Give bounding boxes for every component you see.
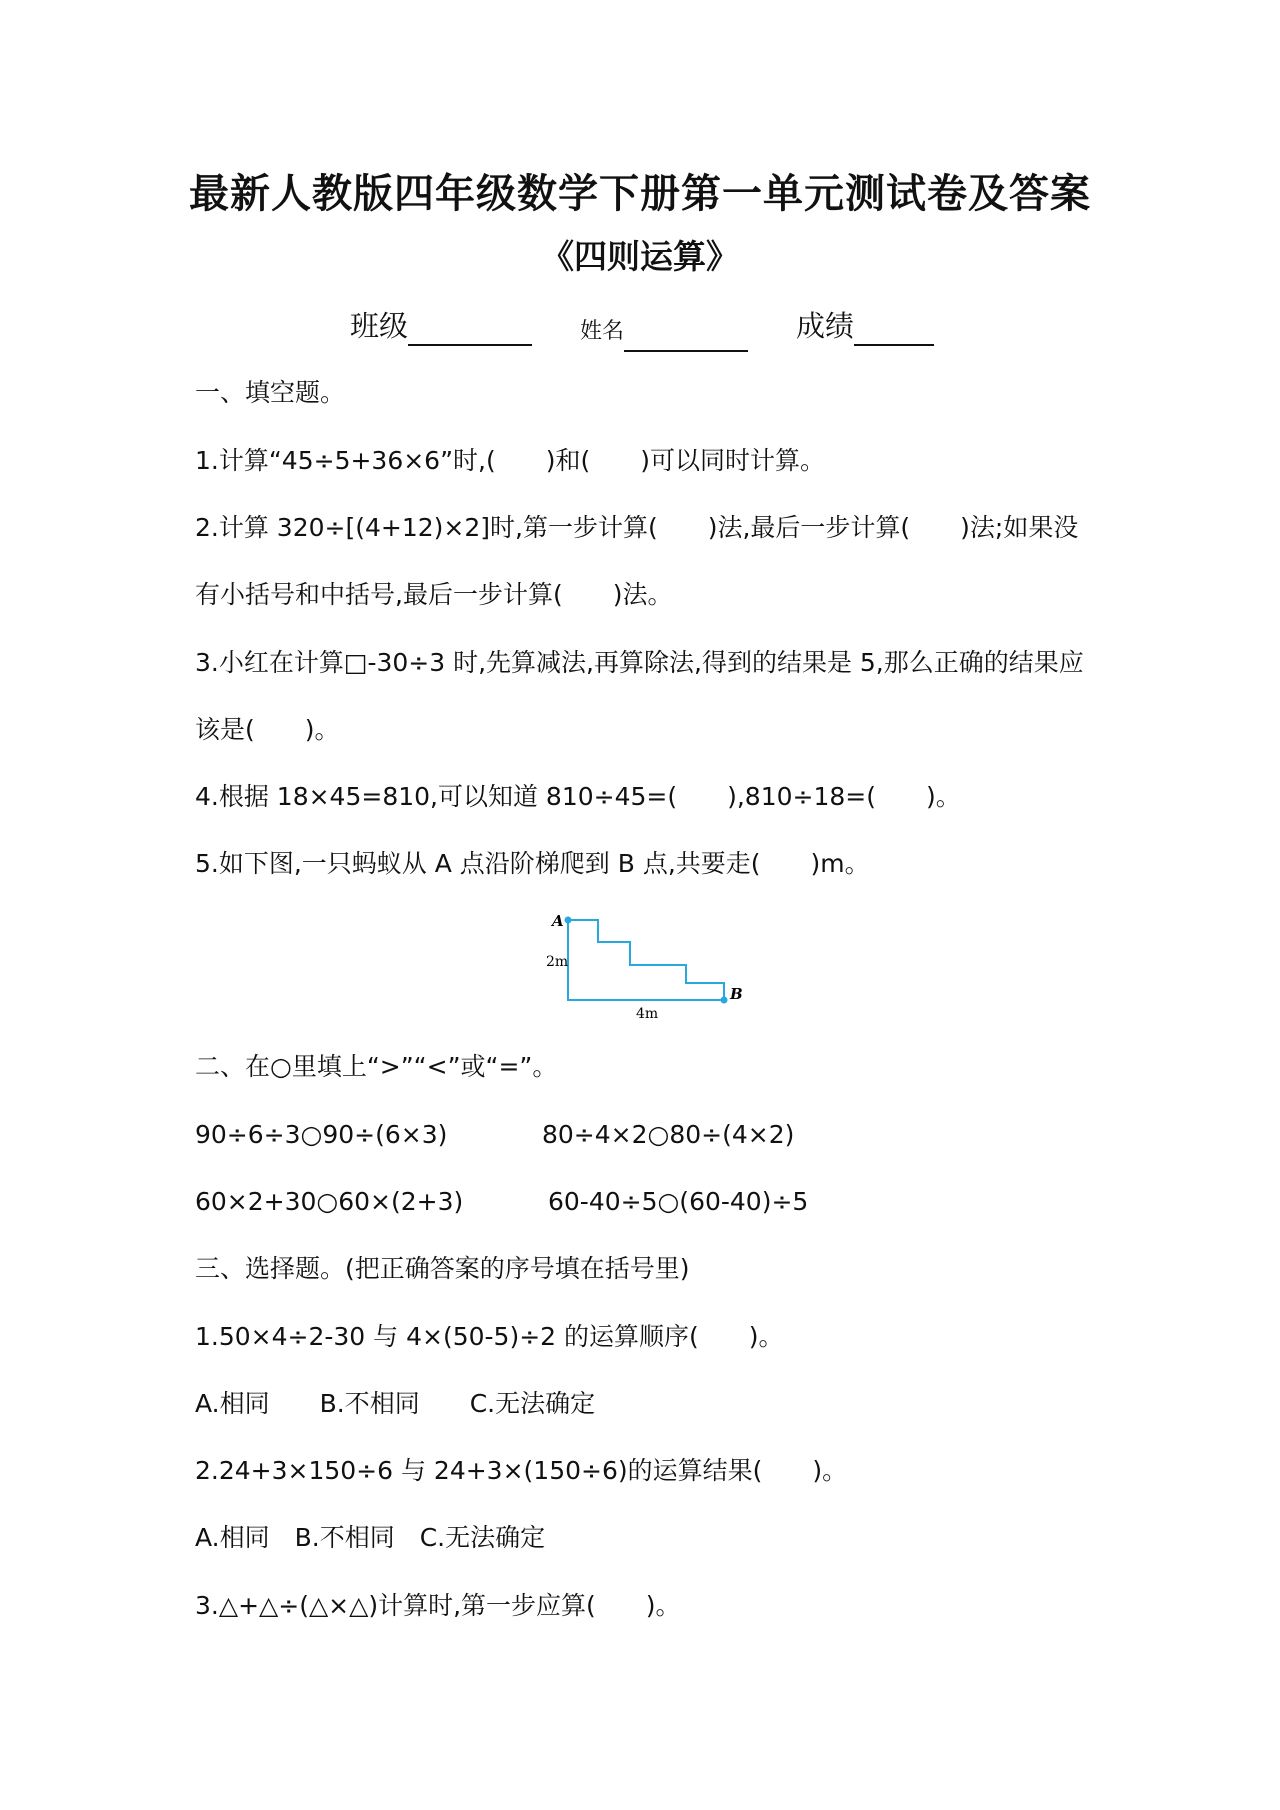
- name-field: [580, 312, 748, 352]
- class-label: 班级: [350, 309, 409, 343]
- compare-expr-2: 80÷4×2○80÷(4×2): [542, 1120, 795, 1149]
- staircase-path: [568, 920, 724, 1000]
- section1-heading: 一、填空题。: [195, 378, 346, 407]
- question-3-2-options: A.相同 B.不相同 C.无法确定: [195, 1523, 546, 1552]
- label-a: A: [552, 912, 564, 930]
- question-1-2-line1: 2.计算 320÷[(4+12)×2]时,第一步计算( )法,最后一步计算( )法;如果没: [195, 513, 1079, 542]
- section3-heading: 三、选择题。(把正确答案的序号填在括号里): [195, 1254, 690, 1283]
- document-title: 最新人教版四年级数学下册第一单元测试卷及答案: [189, 171, 1091, 217]
- name-label: 姓名: [580, 319, 625, 344]
- question-3-3: 3.△+△÷(△×△)计算时,第一步应算( )。: [195, 1591, 681, 1620]
- name-blank[interactable]: [624, 320, 748, 352]
- staircase-figure: [536, 910, 756, 1020]
- height-label: 2m: [546, 954, 569, 970]
- score-field: [796, 306, 934, 346]
- width-label: 4m: [636, 1006, 659, 1020]
- question-3-2: 2.24+3×150÷6 与 24+3×(150÷6)的运算结果( )。: [195, 1456, 848, 1485]
- question-1-4: 4.根据 18×45=810,可以知道 810÷45=( ),810÷18=( )。: [195, 782, 961, 811]
- class-blank[interactable]: [408, 314, 532, 346]
- label-b: B: [730, 985, 743, 1003]
- score-blank[interactable]: [854, 314, 934, 346]
- point-b-marker: [721, 997, 728, 1004]
- compare-expr-3: 60×2+30○60×(2+3): [195, 1187, 464, 1216]
- point-a-marker: [565, 917, 572, 924]
- question-1-5: 5.如下图,一只蚂蚁从 A 点沿阶梯爬到 B 点,共要走( )m。: [195, 849, 870, 878]
- compare-expr-4: 60-40÷5○(60-40)÷5: [548, 1187, 809, 1216]
- question-1-1: 1.计算“45÷5+36×6”时,( )和( )可以同时计算。: [195, 446, 825, 475]
- class-field: [350, 306, 532, 346]
- compare-expr-1: 90÷6÷3○90÷(6×3): [195, 1120, 448, 1149]
- question-3-1: 1.50×4÷2-30 与 4×(50-5)÷2 的运算顺序( )。: [195, 1322, 784, 1351]
- section2-heading: 二、在○里填上“>”“<”或“=”。: [195, 1052, 558, 1081]
- question-1-2-line2: 有小括号和中括号,最后一步计算( )法。: [195, 580, 673, 609]
- question-3-1-options: A.相同 B.不相同 C.无法确定: [195, 1389, 596, 1418]
- score-label: 成绩: [796, 309, 855, 343]
- question-1-3-line2: 该是( )。: [195, 715, 340, 744]
- question-1-3-line1: 3.小红在计算□-30÷3 时,先算减法,再算除法,得到的结果是 5,那么正确的结果应: [195, 648, 1084, 677]
- document-subtitle: 《四则运算》: [541, 237, 739, 276]
